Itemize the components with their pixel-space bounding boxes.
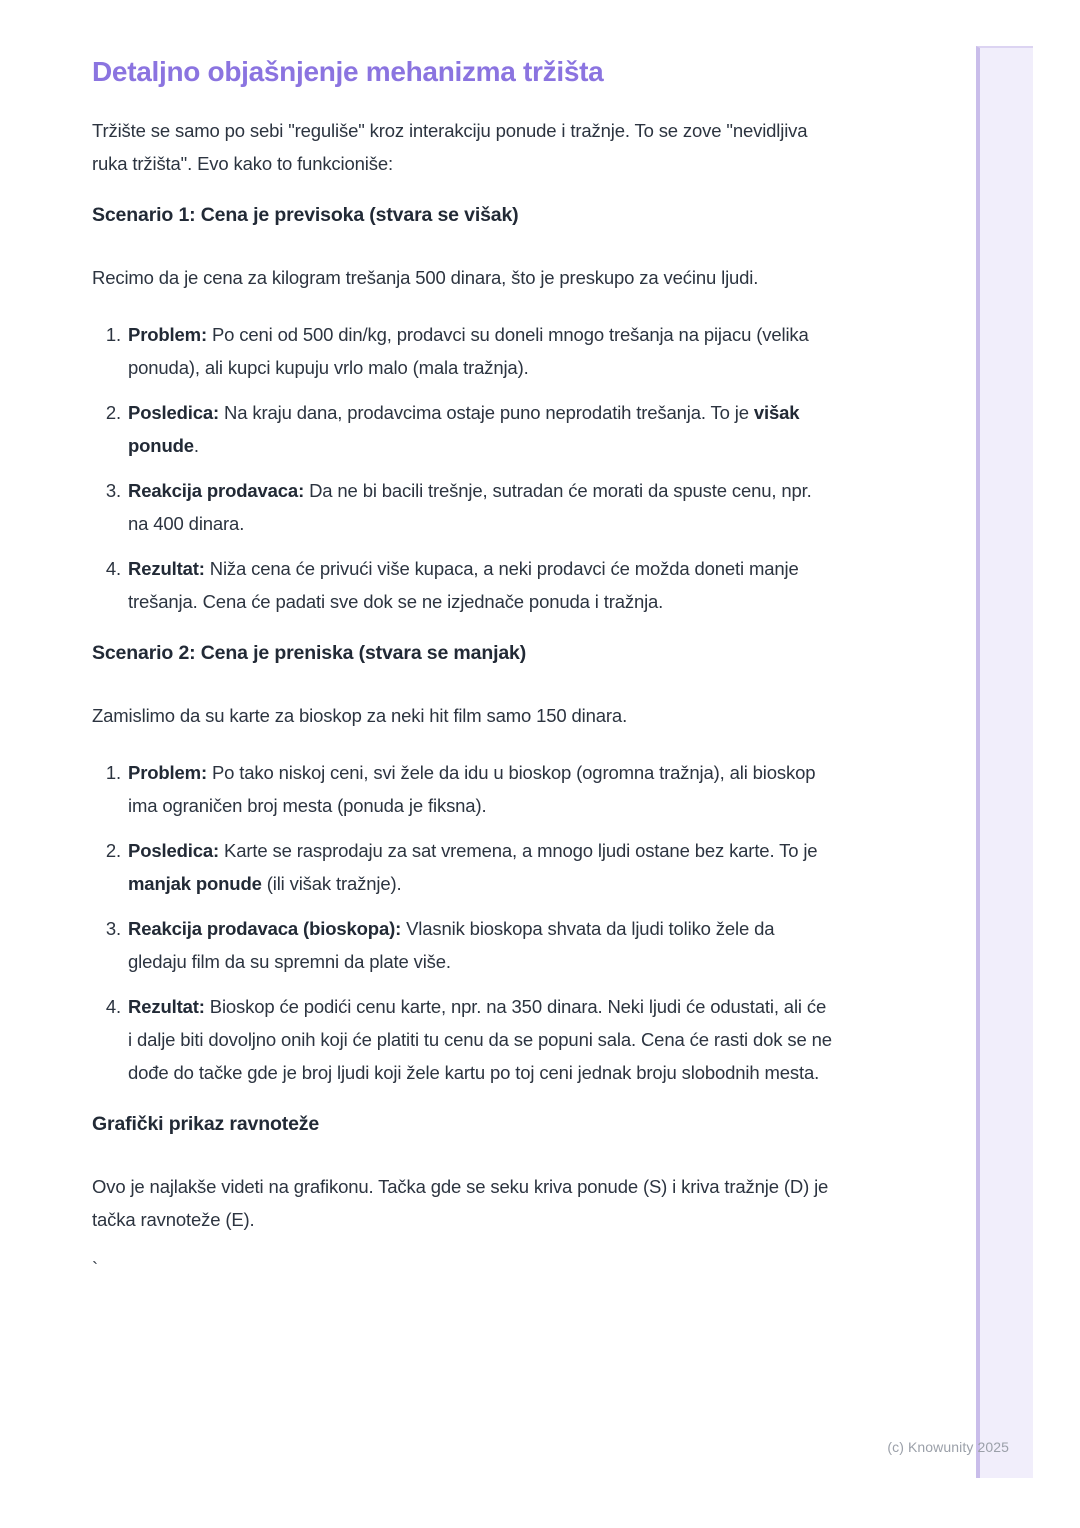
list-item: 4. Rezultat: Niža cena će privući više kupaca, a neki prodavci će možda doneti manje trešanja. Cena će padati sve dok se ne izjednače ponuda i tražnja. xyxy=(126,552,834,618)
page-title: Detaljno objašnjenje mehanizma tržišta xyxy=(92,56,604,87)
scenario-1-lead: Recimo da je cena za kilogram trešanja 500 dinara, što je preskupo za većinu ljudi. xyxy=(92,267,759,288)
list-item: 1. Problem: Po tako niskoj ceni, svi žele da idu u bioskop (ogromna tražnja), ali bioskop ima ograničen broj mesta (ponuda je fiksna). xyxy=(126,756,834,822)
scenario-2-lead: Zamislimo da su karte za bioskop za neki hit film samo 150 dinara. xyxy=(92,705,628,726)
list-item: 2. Posledica: Karte se rasprodaju za sat vremena, a mnogo ljudi ostane bez karte. To je manjak ponude (ili višak tražnje). xyxy=(126,834,834,900)
list-item: 2. Posledica: Na kraju dana, prodavcima ostaje puno neprodatih trešanja. To je višak ponude. xyxy=(126,396,834,462)
section-heading-scenario-2: Scenario 2: Cena je preniska (stvara se manjak) xyxy=(92,642,527,664)
scenario-1-list xyxy=(92,318,834,618)
scenario-2-list xyxy=(92,756,834,1089)
scrollbar-track[interactable] xyxy=(976,46,1033,1478)
section-heading-graph: Grafički prikaz ravnoteže xyxy=(92,1113,320,1135)
section-heading-scenario-1: Scenario 1: Cena je previsoka (stvara se višak) xyxy=(92,204,519,226)
copyright-footer: (c) Knowunity 2025 xyxy=(887,1439,1009,1455)
stray-backtick: ` xyxy=(92,1258,99,1279)
list-item: 4. Rezultat: Bioskop će podići cenu karte, npr. na 350 dinara. Neki ljudi će odustati, ali će i dalje biti dovoljno onih koji će platiti tu cenu da se popuni sala. Cena će rasti dok se ne dođe do tačke gde je broj ljudi koji žele kartu po toj ceni jednak broju slobodnih mesta. xyxy=(126,990,834,1089)
document-content xyxy=(92,0,834,1285)
intro-paragraph: Tržište se samo po sebi "reguliše" kroz interakciju ponude i tražnje. To se zove "nevidljiva ruka tržišta". Evo kako to funkcioniše: xyxy=(92,120,808,174)
graph-lead: Ovo je najlakše videti na grafikonu. Tačka gde se seku kriva ponude (S) i kriva tražnje (D) je tačka ravnoteže (E). xyxy=(92,1176,829,1230)
list-item: 3. Reakcija prodavaca (bioskopa): Vlasnik bioskopa shvata da ljudi toliko žele da gledaju film da su spremni da plate više. xyxy=(126,912,834,978)
list-item: 1. Problem: Po ceni od 500 din/kg, prodavci su doneli mnogo trešanja na pijacu (velika ponuda), ali kupci kupuju vrlo malo (mala tražnja). xyxy=(126,318,834,384)
list-item: 3. Reakcija prodavaca: Da ne bi bacili trešnje, sutradan će morati da spuste cenu, npr. na 400 dinara. xyxy=(126,474,834,540)
